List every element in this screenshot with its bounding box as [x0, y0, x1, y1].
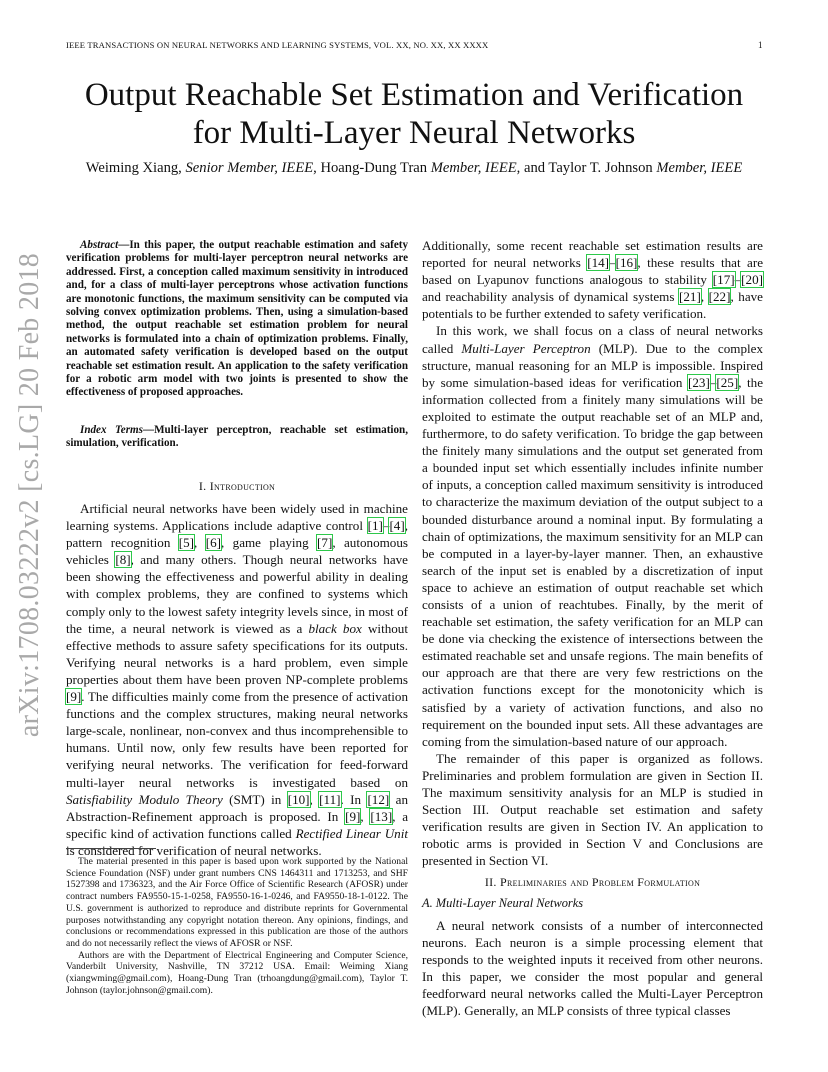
citation-link[interactable]: [23]: [687, 374, 710, 390]
emphasis-text: Multi-Layer Perceptron: [461, 340, 591, 356]
author-3: , and Taylor T. Johnson: [516, 160, 653, 176]
text-run: Artificial neural networks have been widely used in machine learning systems. Applications include adaptive control: [66, 501, 408, 534]
citation-link[interactable]: [6]: [205, 535, 221, 551]
index-terms: [66, 424, 408, 451]
author-1-role: Senior Member, IEEE: [185, 160, 314, 176]
author-2-role: Member, IEEE: [430, 160, 517, 176]
text-run: In this work, we shall focus on a class of neural networks called: [422, 323, 763, 356]
citation-link[interactable]: [5]: [178, 535, 195, 551]
running-header: IEEE TRANSACTIONS ON NEURAL NETWORKS AND LEARNING SYSTEMS, VOL. XX, NO. XX, XX XXXX: [66, 40, 489, 50]
author-2: , Hoang-Dung Tran: [313, 160, 428, 176]
citation-link[interactable]: [10]: [287, 791, 310, 807]
text-run: Additionally, some recent reachable set estimation results are reported for neural networks: [422, 238, 763, 271]
footnote-divider: [66, 848, 156, 849]
citation-link[interactable]: [8]: [115, 552, 131, 568]
section2-paragraph: [422, 917, 763, 1020]
text-run: ,: [194, 535, 206, 551]
footnote-funding: The material presented in this paper is based upon work supported by the National Science Foundation (NSF) under grant numbers CNS 1464311 and 1713253, and SHF 1527398 and 1736323, and the Air Force Office of Scientific Research (AFOSR) under contract numbers FA9550-15-1-0258, FA9550-16-1-0246, and FA9550-18-1-0122. The U.S. government is authorized to reproduce and distribute reprints for Governmental purposes notwithstanding any copyright notation thereon. Any opinions, findings, and conclusions or recommendations expressed in this publication are those of the authors and do not necessarily reflect the views of AFOSR or NSF.: [66, 856, 408, 949]
index-terms-text: —Multi-layer perceptron, reachable set estimation, simulation, verification.: [66, 424, 408, 450]
text-run: , game playing: [220, 535, 318, 551]
right-column-text: [422, 237, 763, 869]
emphasis-text: black box: [308, 620, 362, 636]
footnote: [66, 856, 408, 996]
intro-paragraph: [66, 500, 408, 859]
section-heading-preliminaries: II. Preliminaries and Problem Formulation: [484, 875, 701, 889]
text-run: (MLP). Due to the complex structure, manual reasoning for an MLP is impossible. Inspired by some simulation-based ideas for verification: [422, 340, 763, 390]
author-1: Weiming Xiang,: [85, 160, 182, 176]
citation-link[interactable]: [9]: [66, 689, 82, 705]
page-number: 1: [758, 40, 763, 50]
title-line-1: Output Reachable Set Estimation and Verification: [84, 77, 744, 113]
author-list: [0, 160, 828, 177]
text-run: , the information collected from a finitely many simulations will be exploited to estimate the output reachable set of an MLP and, furthermore, to do safety verification. To bridge the gap between the finitely many simulations and the output set generated from a bounded input set which essentially includes infinite number of inputs, a conception called maximum sensitivity is introduced to characterize the maximum deviation of the output subject to a bounded disturbance around a nominal input. By formulating a chain of optimizations, the maximum sensitivity for an MLP can be computed in a layer-by-layer manner. Then, an exhaustive search of the input set is enabled by a discretization of input space to achieve an estimation of output reachable set which consists of a union of reachtubes. Finally, by the merit of reachable set estimation, the safety verification for an MLP can be done via checking the existence of intersections between the estimated reachable set and unsafe regions. The main benefits of our approach are that there are very few restrictions on the activation functions except for the monotonicity which is satisfied by a variety of activation functions, and also no requirement on the bounded input sets. All these advantages are coming from the simulation-based nature of our approach.: [422, 374, 764, 749]
citation-link[interactable]: [12]: [367, 791, 390, 807]
citation-link[interactable]: [1]: [367, 518, 383, 534]
text-run: . In: [340, 791, 368, 807]
text-run: ,: [360, 808, 371, 824]
section-heading-introduction: I. Introduction: [198, 479, 276, 493]
citation-link[interactable]: [17]: [712, 272, 735, 288]
citation-link[interactable]: [4]: [389, 518, 405, 534]
citation-link[interactable]: [9]: [345, 808, 361, 824]
text-run: –: [382, 518, 390, 534]
emphasis-text: Satisfiability Modulo Theory: [66, 791, 223, 807]
paragraph-outline: The remainder of this paper is organized as follows. Preliminaries and problem formulation are given in Section II. The maximum sensitivity analysis for an MLP is studied in Section III. Output reachable set estimation and safety verification results are given in Section IV. An application to robotic arms is provided in Section V and Conclusions are presented in Section VI.: [422, 750, 763, 869]
paragraph-mlp-intro: A neural network consists of a number of interconnected neurons. Each neuron is a simple processing element that responds to the weighted inputs it received from other neurons. In this paper, we consider the most popular and general feedforward neural networks called the Multi-Layer Perceptron (MLP). Generally, an MLP consists of three typical classes: [422, 918, 763, 1019]
text-run: an Abstraction-Refinement approach is proposed. In: [66, 791, 408, 824]
title-line-2: for Multi-Layer Neural Networks: [192, 115, 636, 151]
author-3-role: Member, IEEE: [656, 160, 743, 176]
index-terms-label: Index Terms: [80, 424, 143, 436]
text-run: , a specific kind of activation functions called: [66, 808, 408, 841]
arxiv-stamp: arXiv:1708.03222v2 [cs.LG] 20 Feb 2018: [14, 252, 45, 738]
abstract-label: Abstract: [80, 239, 119, 251]
citation-link[interactable]: [16]: [615, 255, 638, 271]
text-run: without effective methods to assure safety specifications for its outputs. Verifying neural networks is a hard problem, even simple properties about them have been proven NP-complete problems: [66, 620, 408, 687]
text-run: , autonomous vehicles: [66, 535, 408, 568]
text-run: , pattern recognition: [66, 518, 408, 551]
text-run: , these results that are based on Lyapunov functions analogous to stability: [422, 255, 764, 288]
text-run: , and many others. Though neural networks have been showing the effectiveness and powerful ability in dealing with complex problems, they are confined to systems which comply only to the lowest safety integrity levels since, in most of the time, a neural network is viewed as a: [66, 552, 408, 636]
emphasis-text: Rectified Linear Unit: [295, 825, 408, 841]
paper-title: [0, 76, 828, 152]
text-run: , have potentials to be further extended to safety verification.: [422, 289, 763, 322]
text-run: and reachability analysis of dynamical systems: [422, 289, 679, 305]
citation-link[interactable]: [14]: [587, 255, 610, 271]
abstract-text: —In this paper, the output reachable estimation and safety verification problems for multi-layer perceptron neural networks are addressed. First, a conception called maximum sensitivity in introduced and, for a class of multi-layer perceptrons whose activation functions are monotonic functions, the maximum sensitivity can be computed via solving convex optimization problems. Then, using a simulation-based method, the output reachable set estimation problem for neural networks is formulated into a chain of optimization problems. Finally, an automated safety verification is developed based on the output reachable set estimation result. An application to the safety verification for a robotic arm model with two joints is presented to show the effectiveness of proposed approaches.: [66, 239, 408, 399]
text-run: –: [609, 255, 616, 271]
citation-link[interactable]: [7]: [317, 535, 333, 551]
text-run: –: [734, 272, 742, 288]
citation-link[interactable]: [25]: [716, 374, 739, 390]
citation-link[interactable]: [13]: [370, 808, 393, 824]
text-run: is considered for verification of neural networks.: [66, 842, 322, 858]
text-run: (SMT) in: [222, 791, 288, 807]
text-run: ,: [309, 791, 320, 807]
subsection-heading-mlp: A. Multi-Layer Neural Networks: [422, 896, 584, 910]
citation-link[interactable]: [11]: [319, 791, 341, 807]
text-run: . The difficulties mainly come from the presence of activation functions and the complex structures, making neural networks large-scale, nonlinear, non-convex and thus incomprehensible to humans. Until now, only few results have been reported for verifying neural networks. The verification for feed-forward multi-layer neural networks is investigated based on: [66, 689, 408, 790]
text-run: –: [709, 374, 717, 390]
citation-link[interactable]: [21]: [679, 289, 701, 305]
text-run: ,: [700, 289, 709, 305]
citation-link[interactable]: [22]: [708, 289, 731, 305]
arxiv-sidebar: [10, 252, 50, 738]
abstract: [66, 239, 408, 400]
citation-link[interactable]: [20]: [741, 272, 763, 288]
footnote-affiliation: Authors are with the Department of Electrical Engineering and Computer Science, Vanderbilt University, Nashville, TN 37212 USA. Email: Weiming Xiang (xiangwming@gmail.com), Hoang-Dung Tran (trhoangdung@gmail.com), Taylor T. Johnson (taylor.johnson@gmail.com).: [66, 949, 408, 996]
